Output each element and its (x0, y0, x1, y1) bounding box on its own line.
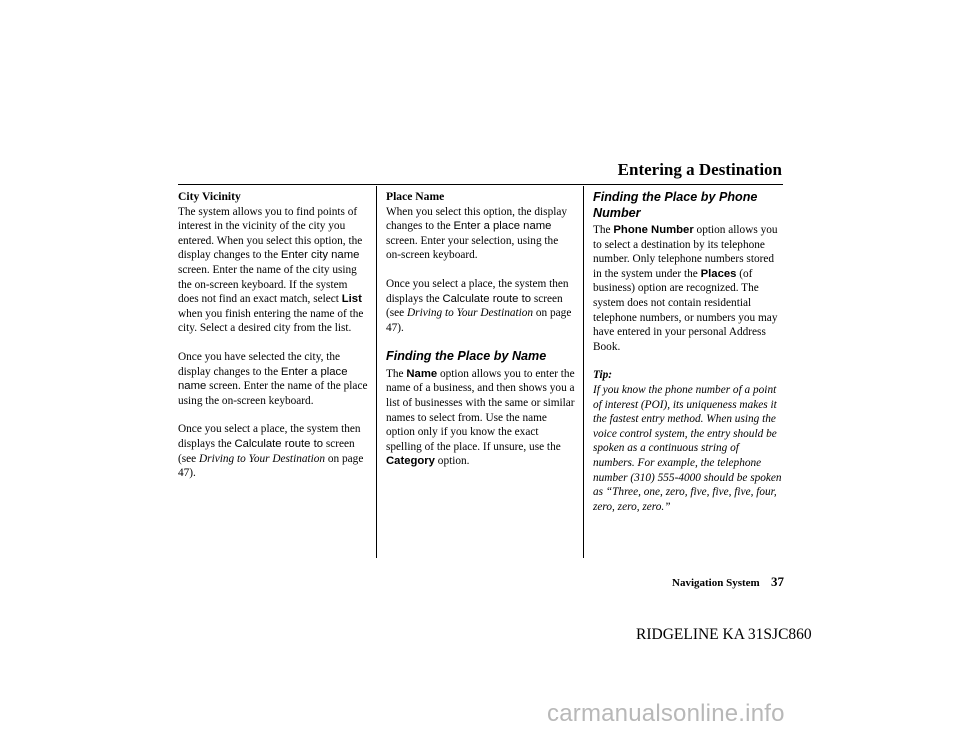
text: on page 47). (178, 452, 364, 480)
ui-term: List (341, 293, 362, 306)
ui-term: Phone Number (613, 224, 694, 236)
ui-term: Places (700, 267, 737, 280)
footer-section-label: Navigation System (672, 577, 760, 589)
model-code: RIDGELINE KA 31SJC860 (636, 626, 812, 643)
text: The (593, 224, 614, 236)
text: screen. Enter the name of the place using the on-screen keyboard. (178, 380, 368, 407)
column-right (593, 190, 783, 514)
text: (of business) option are recognized. The system does not contain residential telephone numbers, or numbers you may have entered in your personal Address Book. (593, 267, 778, 353)
watermark: carmanualsonline.info (547, 700, 785, 727)
section-heading-by-phone: Finding the Place by Phone Number (593, 190, 758, 220)
text: Once you have selected the city, the display changes to the (178, 350, 341, 378)
header-rule (178, 184, 783, 185)
text: option allows you to enter the name of a business, and then shows you a list of businesses with the same or similar names to select from. Use the name option only if you know the exact spelling of the place. If unsure, use the (386, 367, 575, 453)
ui-term: Enter city name (280, 249, 360, 262)
paragraph (178, 350, 370, 408)
ui-term: Name (406, 367, 438, 380)
cross-reference: Driving to Your Destination (407, 307, 534, 320)
text: option allows you to select a destination by its telephone number. Only telephone numbers stored in the system under the (593, 224, 778, 280)
page-header-title: Entering a Destination (617, 160, 782, 179)
text: option. (434, 455, 470, 468)
text: When you select this option, the display changes to the (386, 205, 568, 233)
column-left (178, 190, 370, 495)
text: Once you select a place, the system then displays the (386, 277, 569, 305)
column-divider-1 (376, 186, 377, 558)
paragraph (386, 205, 576, 263)
paragraph (593, 223, 783, 354)
ui-term: Category (386, 455, 435, 468)
text: screen (see (386, 292, 563, 320)
paragraph (386, 277, 576, 335)
column-divider-2 (583, 186, 584, 558)
tip-label: Tip: (593, 369, 613, 382)
page-number: 37 (771, 574, 784, 589)
paragraph (178, 205, 370, 336)
tip-text: If you know the phone number of a point of interest (POI), its uniqueness makes it the fastest entry method. When using the voice control system, the entry should be spoken as a continuous string of numbers. For example, the telephone number (310) 555-4000 should be spoken as “Three, one, zero, five, five, five, four, zero, zero, zero.” (593, 383, 782, 513)
ui-term: Calculate route to (234, 437, 324, 450)
ui-term: Enter a place name (453, 220, 552, 233)
column-middle (386, 190, 576, 483)
heading-city-vicinity: City Vicinity (178, 190, 241, 203)
heading-place-name: Place Name (386, 190, 445, 203)
text: on page 47). (386, 307, 572, 334)
section-heading-by-name: Finding the Place by Name (386, 349, 547, 364)
text: screen. Enter your selection, using the on-screen keyboard. (386, 234, 559, 262)
text: The (386, 367, 407, 380)
text: The system allows you to find points of interest in the vicinity of the city you entered. When you select this option, the display changes to the (178, 205, 363, 262)
text: screen. Enter the name of the city using the on-screen keyboard. If the system does not find an exact match, select (178, 263, 357, 306)
paragraph (178, 422, 370, 480)
paragraph (386, 367, 576, 469)
cross-reference: Driving to Your Destination (199, 452, 326, 465)
text: screen (see (178, 437, 355, 465)
ui-term: Calculate route to (442, 292, 532, 305)
text: when you finish entering the name of the city. Select a desired city from the list. (178, 307, 364, 335)
text: Once you select a place, the system then displays the (178, 423, 361, 450)
ui-term: Enter a place name (178, 365, 348, 393)
